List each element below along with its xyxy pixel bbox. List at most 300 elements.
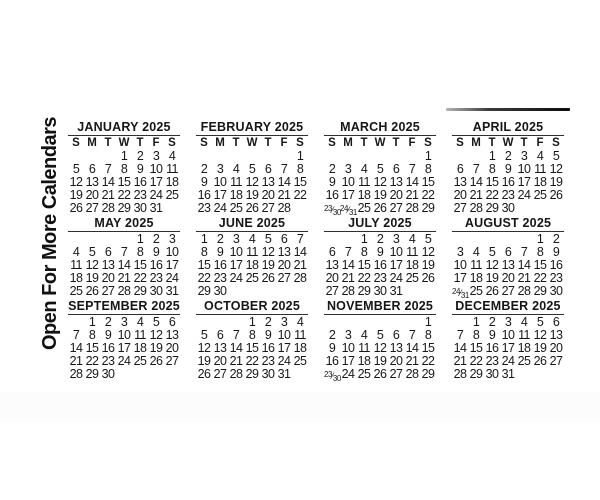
day-cell: 7 bbox=[408, 162, 416, 176]
day-cell: 17 bbox=[229, 258, 243, 272]
day-cell: 30 bbox=[149, 284, 163, 298]
day-cell: 14 bbox=[517, 258, 531, 272]
weekday-header: S bbox=[424, 137, 432, 149]
day-cell: 16 bbox=[261, 341, 275, 355]
week-row bbox=[68, 355, 180, 368]
day-cell: 14 bbox=[293, 245, 307, 259]
day-cell: 25 bbox=[357, 367, 371, 381]
day-cell: 25 bbox=[165, 188, 179, 202]
day-cell: 20 bbox=[165, 341, 179, 355]
month-block-april bbox=[452, 121, 564, 215]
day-cell: 16 bbox=[373, 258, 387, 272]
stacked-day-bottom: 30 bbox=[332, 374, 341, 383]
day-cell bbox=[532, 368, 548, 381]
month-block-january bbox=[68, 121, 180, 215]
day-cell: 23 bbox=[197, 201, 211, 215]
day-cell: 3 bbox=[392, 232, 400, 246]
day-cell: 23 bbox=[549, 271, 563, 285]
week-row bbox=[196, 272, 308, 285]
day-cell: 13 bbox=[165, 328, 179, 342]
day-cell: 30 bbox=[101, 367, 115, 381]
stacked-day-slash: ⁄ bbox=[347, 205, 349, 215]
day-cell bbox=[340, 202, 356, 215]
day-cell: 26 bbox=[197, 367, 211, 381]
day-cell: 28 bbox=[101, 201, 115, 215]
day-cell: 13 bbox=[549, 328, 563, 342]
day-cell: 20 bbox=[325, 271, 339, 285]
day-cell: 24 bbox=[117, 354, 131, 368]
weekday-header: T bbox=[232, 137, 240, 149]
day-cell: 5 bbox=[152, 315, 160, 329]
day-cell: 30 bbox=[485, 367, 499, 381]
day-cell: 10 bbox=[453, 258, 467, 272]
day-cell: 3 bbox=[120, 315, 128, 329]
week-row bbox=[196, 202, 308, 215]
day-cell: 15 bbox=[293, 175, 307, 189]
day-cell: 6 bbox=[216, 328, 224, 342]
day-cell: 10 bbox=[117, 328, 131, 342]
weekday-header: S bbox=[552, 137, 560, 149]
day-cell: 9 bbox=[376, 245, 384, 259]
day-cell: 27 bbox=[85, 201, 99, 215]
day-cell: 19 bbox=[549, 175, 563, 189]
day-cell: 20 bbox=[101, 271, 115, 285]
day-cell: 30 bbox=[373, 284, 387, 298]
weekday-header: T bbox=[136, 137, 144, 149]
year-calendar-grid bbox=[68, 121, 564, 381]
day-cell: 19 bbox=[69, 188, 83, 202]
day-cell: 15 bbox=[117, 175, 131, 189]
day-cell: 6 bbox=[168, 315, 176, 329]
day-cell: 18 bbox=[469, 271, 483, 285]
day-cell: 15 bbox=[133, 258, 147, 272]
day-cell: 11 bbox=[358, 341, 370, 355]
day-cell: 7 bbox=[72, 328, 80, 342]
day-cell: 25 bbox=[517, 354, 531, 368]
month-block-september bbox=[68, 300, 180, 381]
day-cell: 8 bbox=[296, 162, 304, 176]
day-cell: 2 bbox=[152, 232, 160, 246]
day-cell: 8 bbox=[200, 245, 208, 259]
stacked-day-top: 23 bbox=[324, 370, 332, 379]
day-cell bbox=[228, 285, 244, 298]
day-cell: 29 bbox=[469, 367, 483, 381]
day-cell: 10 bbox=[213, 175, 227, 189]
day-cell: 21 bbox=[277, 188, 291, 202]
day-cell: 1 bbox=[360, 232, 368, 246]
day-cell: 30 bbox=[549, 284, 563, 298]
day-cell: 11 bbox=[406, 245, 418, 259]
month-block-july bbox=[324, 217, 436, 298]
day-cell: 3 bbox=[456, 245, 464, 259]
weekday-header: S bbox=[168, 137, 176, 149]
stacked-day-slash: ⁄ bbox=[331, 205, 333, 215]
day-cell: 6 bbox=[264, 162, 272, 176]
day-cell: 1 bbox=[488, 149, 496, 163]
day-cell: 3 bbox=[504, 315, 512, 329]
day-cell: 14 bbox=[277, 175, 291, 189]
day-cell: 21 bbox=[405, 354, 419, 368]
weekday-header: S bbox=[328, 137, 336, 149]
day-cell: 23 bbox=[373, 271, 387, 285]
day-cell: 17 bbox=[517, 175, 531, 189]
day-cell: 8 bbox=[248, 328, 256, 342]
day-cell: 4 bbox=[536, 149, 544, 163]
day-cell: 1 bbox=[88, 315, 96, 329]
day-cell bbox=[292, 202, 308, 215]
day-cell: 6 bbox=[104, 245, 112, 259]
day-cell: 18 bbox=[533, 175, 547, 189]
day-cell: 27 bbox=[549, 354, 563, 368]
day-cell bbox=[116, 368, 132, 381]
day-cell: 28 bbox=[405, 367, 419, 381]
day-cell: 13 bbox=[453, 175, 467, 189]
day-cell: 7 bbox=[456, 328, 464, 342]
weekday-header: T bbox=[104, 137, 112, 149]
day-cell: 19 bbox=[373, 354, 387, 368]
day-cell: 12 bbox=[373, 175, 387, 189]
day-cell: 23 bbox=[261, 354, 275, 368]
day-cell: 31 bbox=[277, 367, 291, 381]
day-cell: 14 bbox=[229, 341, 243, 355]
day-cell: 8 bbox=[360, 245, 368, 259]
day-cell: 10 bbox=[341, 341, 355, 355]
day-cell: 7 bbox=[120, 245, 128, 259]
day-cell: 21 bbox=[101, 188, 115, 202]
day-cell: 28 bbox=[229, 367, 243, 381]
day-cell: 25 bbox=[405, 271, 419, 285]
day-cell: 7 bbox=[232, 328, 240, 342]
day-cell: 26 bbox=[485, 284, 499, 298]
day-cell: 29 bbox=[533, 284, 547, 298]
week-row bbox=[324, 202, 436, 215]
day-cell: 16 bbox=[325, 188, 339, 202]
day-cell: 15 bbox=[533, 258, 547, 272]
day-cell: 24 bbox=[149, 188, 163, 202]
day-cell: 22 bbox=[357, 271, 371, 285]
day-cell: 28 bbox=[453, 367, 467, 381]
day-cell: 29 bbox=[133, 284, 147, 298]
day-cell: 7 bbox=[472, 162, 480, 176]
day-cell: 26 bbox=[149, 354, 163, 368]
day-cell: 27 bbox=[277, 271, 291, 285]
day-cell: 23 bbox=[133, 188, 147, 202]
month-block-june bbox=[196, 217, 308, 298]
day-cell bbox=[404, 285, 420, 298]
day-cell: 21 bbox=[69, 354, 83, 368]
day-cell: 14 bbox=[117, 258, 131, 272]
day-cell: 6 bbox=[392, 328, 400, 342]
day-cell: 17 bbox=[389, 258, 403, 272]
month-block-february bbox=[196, 121, 308, 215]
day-cell: 24 bbox=[229, 271, 243, 285]
day-cell: 6 bbox=[280, 232, 288, 246]
day-cell: 16 bbox=[485, 341, 499, 355]
day-cell: 1 bbox=[248, 315, 256, 329]
day-cell: 21 bbox=[469, 188, 483, 202]
day-cell: 6 bbox=[456, 162, 464, 176]
weekday-header: S bbox=[200, 137, 208, 149]
day-cell: 21 bbox=[293, 258, 307, 272]
week-row bbox=[68, 285, 180, 298]
day-cell bbox=[324, 202, 340, 215]
day-cell: 2 bbox=[104, 315, 112, 329]
day-cell: 1 bbox=[424, 315, 432, 329]
day-cell: 6 bbox=[552, 315, 560, 329]
day-cell: 25 bbox=[469, 284, 483, 298]
day-cell: 28 bbox=[517, 284, 531, 298]
day-cell: 28 bbox=[69, 367, 83, 381]
day-cell: 23 bbox=[485, 354, 499, 368]
stacked-day-bottom: 31 bbox=[348, 208, 357, 217]
day-cell: 30 bbox=[261, 367, 275, 381]
day-cell bbox=[164, 202, 180, 215]
day-cell: 11 bbox=[534, 162, 546, 176]
day-cell: 10 bbox=[501, 328, 515, 342]
day-cell: 19 bbox=[373, 188, 387, 202]
day-cell: 1 bbox=[472, 315, 480, 329]
day-cell: 1 bbox=[536, 232, 544, 246]
day-cell: 10 bbox=[517, 162, 531, 176]
day-cell: 25 bbox=[69, 284, 83, 298]
weekday-header: M bbox=[471, 137, 481, 149]
day-cell: 28 bbox=[341, 284, 355, 298]
day-cell: 13 bbox=[501, 258, 515, 272]
stacked-day-top: 23 bbox=[324, 204, 332, 213]
day-cell: 28 bbox=[277, 201, 291, 215]
day-cell: 2 bbox=[216, 232, 224, 246]
day-cell: 23 bbox=[213, 271, 227, 285]
day-cell: 12 bbox=[533, 328, 547, 342]
day-cell: 15 bbox=[197, 258, 211, 272]
day-cell: 9 bbox=[552, 245, 560, 259]
day-cell: 25 bbox=[533, 188, 547, 202]
day-cell: 8 bbox=[488, 162, 496, 176]
day-cell: 24 bbox=[277, 354, 291, 368]
day-cell: 18 bbox=[229, 188, 243, 202]
weekday-header: W bbox=[374, 137, 386, 149]
day-cell: 8 bbox=[424, 162, 432, 176]
weekday-header: S bbox=[72, 137, 80, 149]
stacked-day-slash: ⁄ bbox=[459, 288, 461, 298]
day-cell: 15 bbox=[245, 341, 259, 355]
day-cell: 21 bbox=[453, 354, 467, 368]
day-cell: 22 bbox=[85, 354, 99, 368]
month-title: AUGUST 2025 bbox=[452, 217, 564, 232]
day-cell: 9 bbox=[216, 245, 224, 259]
scan-edge-line bbox=[446, 108, 570, 111]
day-cell: 3 bbox=[168, 232, 176, 246]
day-cell bbox=[292, 368, 308, 381]
day-cell: 31 bbox=[165, 284, 179, 298]
day-cell: 20 bbox=[213, 354, 227, 368]
day-cell: 17 bbox=[501, 341, 515, 355]
week-row bbox=[196, 285, 308, 298]
day-cell: 5 bbox=[72, 162, 80, 176]
day-cell: 3 bbox=[280, 315, 288, 329]
day-cell: 27 bbox=[325, 284, 339, 298]
day-cell: 10 bbox=[277, 328, 291, 342]
day-cell: 22 bbox=[293, 188, 307, 202]
weekday-header: W bbox=[246, 137, 258, 149]
weekday-header-row bbox=[324, 137, 436, 150]
weekday-header: T bbox=[392, 137, 400, 149]
day-cell: 7 bbox=[104, 162, 112, 176]
day-cell bbox=[244, 285, 260, 298]
day-cell: 12 bbox=[149, 328, 163, 342]
day-cell: 7 bbox=[408, 328, 416, 342]
day-cell: 2 bbox=[328, 162, 336, 176]
day-cell: 18 bbox=[69, 271, 83, 285]
day-cell: 1 bbox=[136, 232, 144, 246]
month-title: DECEMBER 2025 bbox=[452, 300, 564, 315]
day-cell: 8 bbox=[88, 328, 96, 342]
day-cell: 26 bbox=[85, 284, 99, 298]
day-cell: 9 bbox=[152, 245, 160, 259]
day-cell: 2 bbox=[504, 149, 512, 163]
month-title: JUNE 2025 bbox=[196, 217, 308, 232]
day-cell: 28 bbox=[469, 201, 483, 215]
day-cell: 3 bbox=[344, 162, 352, 176]
day-cell: 17 bbox=[453, 271, 467, 285]
day-cell: 5 bbox=[200, 328, 208, 342]
day-cell: 9 bbox=[328, 341, 336, 355]
day-cell: 19 bbox=[485, 271, 499, 285]
weekday-header: W bbox=[502, 137, 514, 149]
day-cell: 12 bbox=[549, 162, 563, 176]
month-block-october bbox=[196, 300, 308, 381]
day-cell: 20 bbox=[389, 188, 403, 202]
day-cell: 17 bbox=[165, 258, 179, 272]
day-cell: 12 bbox=[421, 245, 435, 259]
day-cell: 19 bbox=[85, 271, 99, 285]
day-cell: 25 bbox=[293, 354, 307, 368]
day-cell: 26 bbox=[533, 354, 547, 368]
day-cell: 2 bbox=[488, 315, 496, 329]
day-cell bbox=[292, 285, 308, 298]
day-cell: 11 bbox=[358, 175, 370, 189]
day-cell bbox=[532, 202, 548, 215]
day-cell: 9 bbox=[104, 328, 112, 342]
day-cell bbox=[420, 285, 436, 298]
weekday-header: M bbox=[215, 137, 225, 149]
weekday-header: F bbox=[536, 137, 544, 149]
day-cell: 26 bbox=[261, 271, 275, 285]
day-cell: 29 bbox=[485, 201, 499, 215]
month-block-may bbox=[68, 217, 180, 298]
day-cell: 2 bbox=[264, 315, 272, 329]
day-cell: 25 bbox=[357, 201, 371, 215]
day-cell: 11 bbox=[134, 328, 146, 342]
week-row bbox=[452, 285, 564, 298]
day-cell: 20 bbox=[549, 341, 563, 355]
day-cell bbox=[324, 368, 340, 381]
day-cell: 7 bbox=[280, 162, 288, 176]
day-cell: 16 bbox=[213, 258, 227, 272]
day-cell: 27 bbox=[389, 201, 403, 215]
stacked-day-bottom: 30 bbox=[332, 208, 341, 217]
day-cell: 4 bbox=[520, 315, 528, 329]
day-cell: 12 bbox=[485, 258, 499, 272]
day-cell: 12 bbox=[197, 341, 211, 355]
day-cell: 8 bbox=[120, 162, 128, 176]
day-cell: 13 bbox=[277, 245, 291, 259]
day-cell: 4 bbox=[296, 315, 304, 329]
weekday-header: F bbox=[280, 137, 288, 149]
day-cell: 16 bbox=[501, 175, 515, 189]
day-cell: 6 bbox=[504, 245, 512, 259]
weekday-header: T bbox=[264, 137, 272, 149]
weekday-header: T bbox=[520, 137, 528, 149]
day-cell: 6 bbox=[88, 162, 96, 176]
day-cell: 22 bbox=[533, 271, 547, 285]
day-cell: 11 bbox=[230, 175, 242, 189]
day-cell: 23 bbox=[101, 354, 115, 368]
day-cell bbox=[276, 285, 292, 298]
day-cell: 31 bbox=[501, 367, 515, 381]
day-cell: 2 bbox=[136, 149, 144, 163]
day-cell: 14 bbox=[469, 175, 483, 189]
day-cell: 16 bbox=[133, 175, 147, 189]
day-cell: 7 bbox=[520, 245, 528, 259]
day-cell: 15 bbox=[357, 258, 371, 272]
stacked-day-slash: ⁄ bbox=[331, 371, 333, 381]
day-cell: 10 bbox=[341, 175, 355, 189]
day-cell: 19 bbox=[261, 258, 275, 272]
day-cell: 14 bbox=[405, 341, 419, 355]
stacked-day-top: 24 bbox=[340, 204, 348, 213]
day-cell: 30 bbox=[501, 201, 515, 215]
weekday-header: W bbox=[118, 137, 130, 149]
week-row bbox=[68, 202, 180, 215]
weekday-header-row bbox=[196, 137, 308, 150]
day-cell: 18 bbox=[133, 341, 147, 355]
day-cell: 1 bbox=[120, 149, 128, 163]
day-cell bbox=[548, 202, 564, 215]
day-cell: 27 bbox=[165, 354, 179, 368]
day-cell: 22 bbox=[469, 354, 483, 368]
side-label-text: Open For More Calendars bbox=[39, 117, 61, 350]
day-cell: 22 bbox=[197, 271, 211, 285]
day-cell: 28 bbox=[293, 271, 307, 285]
month-title: MAY 2025 bbox=[68, 217, 180, 232]
day-cell: 17 bbox=[149, 175, 163, 189]
day-cell: 1 bbox=[424, 149, 432, 163]
day-cell: 29 bbox=[245, 367, 259, 381]
month-block-november bbox=[324, 300, 436, 381]
day-cell: 18 bbox=[293, 341, 307, 355]
day-cell: 4 bbox=[360, 328, 368, 342]
day-cell: 2 bbox=[552, 232, 560, 246]
day-cell: 8 bbox=[424, 328, 432, 342]
day-cell: 5 bbox=[552, 149, 560, 163]
day-cell: 2 bbox=[328, 328, 336, 342]
day-cell bbox=[516, 202, 532, 215]
day-cell: 21 bbox=[341, 271, 355, 285]
month-block-december bbox=[452, 300, 564, 381]
month-title: SEPTEMBER 2025 bbox=[68, 299, 180, 313]
day-cell: 27 bbox=[101, 284, 115, 298]
day-cell: 30 bbox=[133, 201, 147, 215]
day-cell bbox=[148, 368, 164, 381]
day-cell: 12 bbox=[373, 341, 387, 355]
month-block-march bbox=[324, 121, 436, 215]
day-cell: 12 bbox=[69, 175, 83, 189]
day-cell: 29 bbox=[85, 367, 99, 381]
day-cell: 19 bbox=[245, 188, 259, 202]
day-cell: 5 bbox=[376, 328, 384, 342]
day-cell: 26 bbox=[373, 201, 387, 215]
